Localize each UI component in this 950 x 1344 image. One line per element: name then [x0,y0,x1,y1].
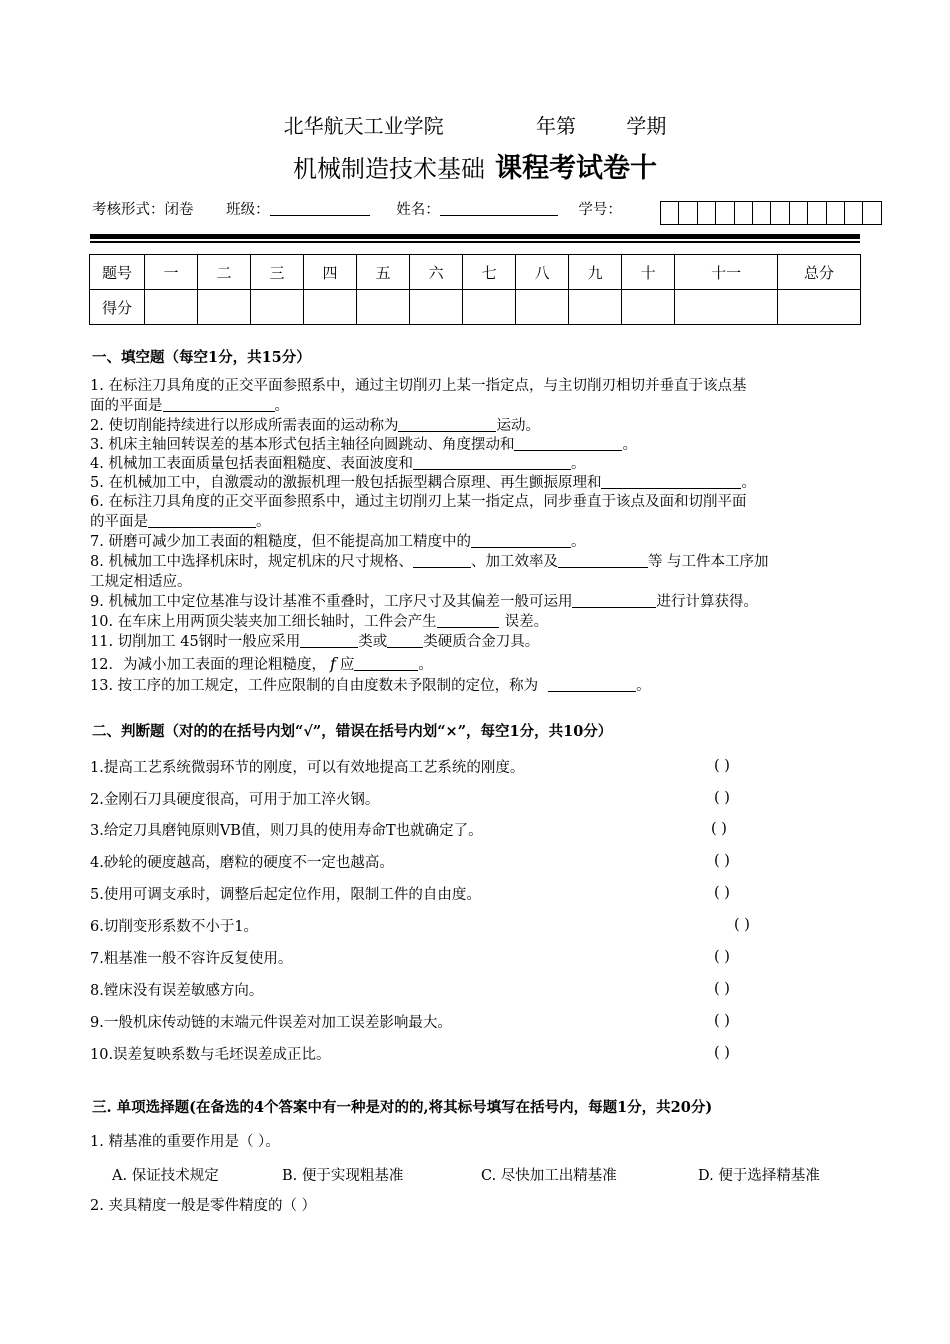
score-cell[interactable] [410,290,463,325]
judge-paren-10[interactable]: ( ) [714,1045,730,1061]
col-header: 六 [410,255,463,290]
fill-q8-line1: 8. 机械加工中选择机床时，规定机床的尺寸规格、 、加工效率及 等 与工件本工序加 [90,554,769,570]
exam-header-line [0,110,950,139]
answer-blank[interactable] [601,474,741,489]
fill-q1-line2: 面的平面是 。 [90,398,289,414]
choice-q1-option-d[interactable]: D. 便于选择精基准 [698,1168,820,1184]
judge-item-3: 3.给定刀具磨钝原则VB值，则刀具的使用寿命T也就确定了。 [90,823,483,839]
year-label: 年第 [536,114,576,138]
fill-q5: 5. 在机械加工中，自激震动的激振机理一般包括振型耦合原理、再生颤振原理和 。 [90,475,756,491]
judge-item-2: 2.金刚石刀具硬度很高，可用于加工淬火钢。 [90,792,380,808]
term-label: 学期 [626,114,667,138]
section1-title: 一、填空题（每空1分，共15分） [92,349,311,366]
col-header: 五 [357,255,410,290]
answer-blank[interactable] [413,553,471,568]
col-header: 七 [463,255,516,290]
answer-blank[interactable] [471,533,571,548]
school-name: 北华航天工业学院 [283,114,444,138]
score-cell[interactable] [675,290,778,325]
exam-form: 考核形式：闭卷 [92,202,194,218]
answer-blank[interactable] [387,633,423,648]
fill-q4: 4. 机械加工表面质量包括表面粗糙度、表面波度和 。 [90,456,586,472]
section3-title: 三. 单项选择题(在备选的4个答案中有一种是对的的,将其标号填写在括号内，每题1分，共20分) [92,1099,713,1116]
answer-blank[interactable] [413,455,571,470]
choice-q1-option-b[interactable]: B. 便于实现粗基准 [282,1168,404,1184]
col-header: 一 [145,255,198,290]
student-id-boxes[interactable] [660,201,882,225]
col-header: 十一 [675,255,778,290]
score-cell[interactable] [251,290,304,325]
score-cell[interactable] [145,290,198,325]
score-cell[interactable] [198,290,251,325]
score-table [89,254,861,325]
fill-q6-line1: 6. 在标注刀具角度的正交平面参照系中，通过主切削刃上某一指定点，同步垂直于该点及面和切削平面 [90,494,747,510]
fill-q9: 9. 机械加工中定位基准与设计基准不重叠时，工序尺寸及其偏差一般可运用 进行计算获得。 [90,594,758,610]
score-cell[interactable] [778,290,861,325]
score-cell[interactable] [304,290,357,325]
judge-item-7: 7.粗基准一般不容许反复使用。 [90,951,293,967]
score-cell[interactable] [516,290,569,325]
judge-paren-9[interactable]: ( ) [714,1013,730,1029]
fill-q6-line2: 的平面是 。 [90,514,271,530]
answer-blank[interactable] [300,633,358,648]
answer-blank[interactable] [558,553,648,568]
judge-paren-5[interactable]: ( ) [714,885,730,901]
choice-q1-option-c[interactable]: C. 尽快加工出精基准 [481,1168,617,1184]
score-table-header-row [90,255,861,290]
judge-paren-3[interactable]: ( ) [711,821,727,837]
col-header: 九 [569,255,622,290]
fill-q2: 2. 使切削能持续进行以形成所需表面的运动称为 运动。 [90,418,540,434]
fill-q10: 10. 在车床上用两顶尖装夹加工细长轴时，工件会产生 误差。 [90,614,549,630]
judge-paren-7[interactable]: ( ) [714,949,730,965]
section2-title: 二、判断题（对的的在括号内划“√”，错误在括号内划“×”，每空1分，共10分） [92,723,613,740]
class-field[interactable] [270,200,370,216]
fill-q12: 12．为减小加工表面的理论粗糙度， f 应 。 [90,654,433,673]
score-cell[interactable] [357,290,410,325]
fill-q7: 7. 研磨可减少加工表面的粗糙度，但不能提高加工精度中的 。 [90,534,586,550]
judge-paren-1[interactable]: ( ) [714,758,730,774]
fill-q11: 11. 切削加工 45钢时一般应采用 类或 类硬质合金刀具。 [90,634,540,650]
choice-q2: 2. 夹具精度一般是零件精度的（ ） [90,1198,317,1214]
judge-paren-8[interactable]: ( ) [714,981,730,997]
col-header: 八 [516,255,569,290]
col-header: 三 [251,255,304,290]
answer-blank[interactable] [354,656,418,671]
answer-blank[interactable] [437,613,499,628]
name-label: 姓名： [396,202,440,218]
score-cell[interactable] [622,290,675,325]
col-header: 总分 [778,255,861,290]
fill-q8-line2: 工规定相适应。 [90,574,192,590]
choice-q1-option-a[interactable]: A. 保证技术规定 [112,1168,219,1184]
answer-blank[interactable] [514,436,622,451]
judge-item-9: 9.一般机床传动链的末端元件误差对加工误差影响最大。 [90,1015,452,1031]
score-table-score-row [90,290,861,325]
judge-item-5: 5.使用可调支承时，调整后起定位作用，限制工件的自由度。 [90,887,481,903]
score-cell[interactable] [569,290,622,325]
course-name: 机械制造技术基础 [293,155,485,183]
judge-item-4: 4.砂轮的硬度越高，磨粒的硬度不一定也越高。 [90,855,394,871]
answer-blank[interactable] [148,513,256,528]
judge-paren-4[interactable]: ( ) [714,853,730,869]
judge-item-6: 6.切削变形系数不小于1。 [90,919,259,935]
student-info-line [92,198,622,219]
answer-blank[interactable] [398,417,496,432]
exam-title-line [0,146,950,185]
choice-q1: 1. 精基准的重要作用是（ ）。 [90,1134,280,1150]
fill-q1-line1: 1. 在标注刀具角度的正交平面参照系中，通过主切削刃上某一指定点，与主切削刃相切并垂直于该点基 [90,378,747,394]
judge-paren-2[interactable]: ( ) [714,790,730,806]
col-header: 二 [198,255,251,290]
answer-blank[interactable] [163,397,275,412]
header-divider-thin [90,241,860,243]
class-label: 班级： [226,202,270,218]
score-cell[interactable] [463,290,516,325]
judge-item-1: 1.提高工艺系统微弱环节的刚度，可以有效地提高工艺系统的刚度。 [90,760,525,776]
judge-item-10: 10.误差复映系数与毛坯误差成正比。 [90,1047,331,1063]
exam-title: 课程考试卷十 [495,153,657,184]
name-field[interactable] [440,200,558,216]
header-divider-thick [90,234,860,239]
id-label: 学号： [578,202,622,218]
col-header: 四 [304,255,357,290]
judge-paren-6[interactable]: ( ) [734,917,750,933]
answer-blank[interactable] [572,593,656,608]
fill-q3: 3. 机床主轴回转误差的基本形式包括主轴径向圆跳动、角度摆动和 。 [90,437,637,453]
fill-q13: 13. 按工序的加工规定，工件应限制的自由度数未予限制的定位，称为 。 [90,678,651,694]
row-label: 得分 [90,290,145,325]
judge-item-8: 8.镗床没有误差敏感方向。 [90,983,264,999]
answer-blank[interactable] [548,677,636,692]
row-label: 题号 [90,255,145,290]
col-header: 十 [622,255,675,290]
